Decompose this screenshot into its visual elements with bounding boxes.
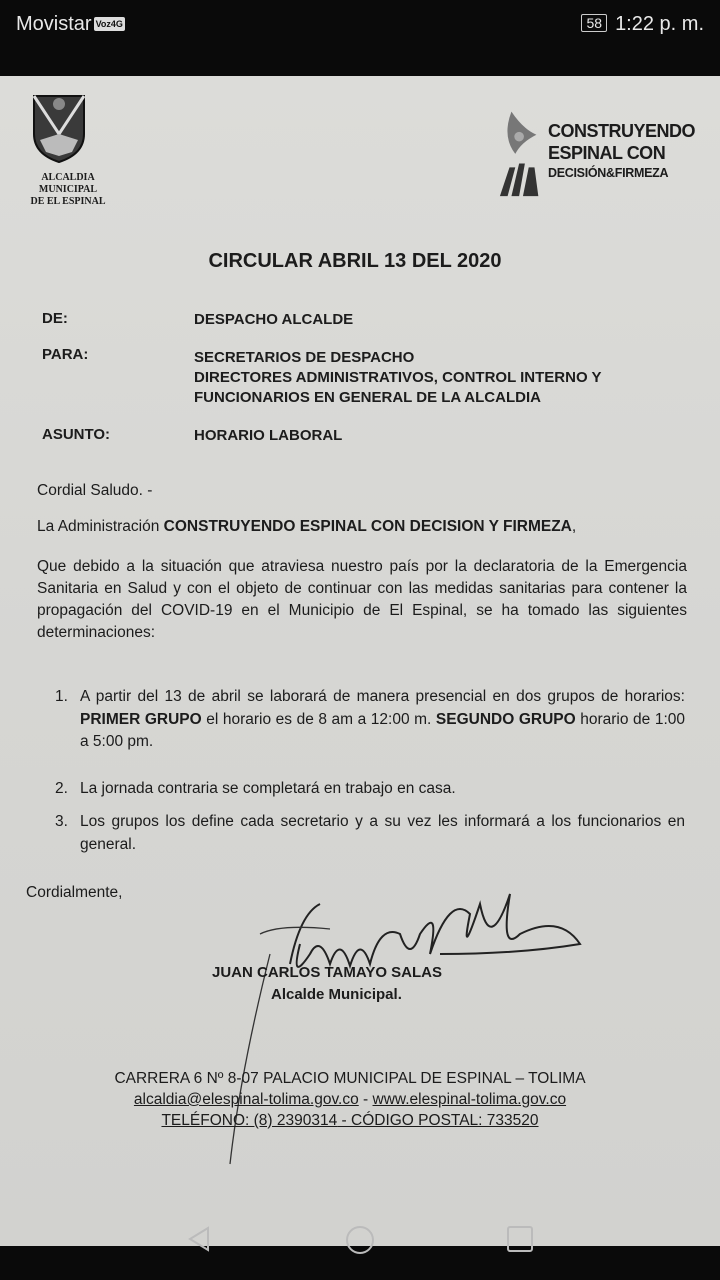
bold-text: SEGUNDO GRUPO bbox=[435, 710, 576, 728]
text: el horario es de 8 am a 12:00 m. bbox=[201, 710, 436, 728]
intro bbox=[37, 516, 687, 538]
crest-caption-line: DE EL ESPINAL bbox=[30, 196, 106, 207]
clock: 1:22 p. m. bbox=[615, 13, 704, 35]
list-number: 2. bbox=[55, 780, 68, 797]
status-bar bbox=[0, 0, 720, 52]
field-value-de bbox=[194, 310, 694, 330]
text: horario de 1:00 a 5:00 pm. bbox=[80, 710, 686, 750]
brand-figure-icon bbox=[498, 106, 546, 198]
list-text: La jornada contraria se completará en trabajo en casa. bbox=[80, 780, 456, 797]
footer-email-link[interactable]: alcaldia@elespinal-tolima.gov.co bbox=[133, 1091, 359, 1108]
intro-text: La Administración bbox=[37, 518, 164, 535]
field-label-asunto: ASUNTO: bbox=[42, 426, 111, 443]
list-item bbox=[55, 778, 689, 801]
home-icon[interactable] bbox=[344, 1224, 376, 1256]
signer-name: JUAN CARLOS TAMAYO SALAS bbox=[212, 964, 443, 981]
status-right bbox=[581, 13, 704, 36]
intro-suffix: , bbox=[571, 518, 577, 535]
footer-separator: - bbox=[358, 1091, 373, 1108]
list-text: Los grupos los define cada secretario y a su vez les informará a los funcionarios en general. bbox=[80, 813, 685, 853]
bold-text: PRIMER GRUPO bbox=[80, 710, 202, 728]
intro-bold: CONSTRUYENDO ESPINAL CON DECISION Y FIRMEZA bbox=[163, 518, 572, 535]
navigation-bar bbox=[0, 1246, 720, 1280]
brand-logo-text bbox=[548, 120, 716, 182]
body-paragraph: Que debido a la situación que atraviesa nuestro país por la declaratoria de la Emergencia Sanitaria en Salud y con el objeto de continuar con las medidas sanitarias para contener la propagación del COVID-19 en el Municipio de El Espinal, se ha tomado las siguientes determinaciones: bbox=[37, 558, 687, 641]
field-value-line: FUNCIONARIOS EN GENERAL DE LA ALCALDIA bbox=[194, 389, 541, 406]
brand-line: CONSTRUYENDO bbox=[548, 121, 696, 141]
document-page bbox=[0, 76, 720, 1246]
text: A partir del 13 de abril se laborará de manera presencial en dos grupos de horarios: bbox=[80, 688, 685, 705]
list-number: 3. bbox=[55, 813, 68, 830]
footer-postal-code: CÓDIGO POSTAL: 733520 bbox=[351, 1112, 539, 1129]
municipal-crest-icon bbox=[28, 90, 90, 164]
brand-line: ESPINAL CON bbox=[548, 143, 666, 163]
field-value-line: HORARIO LABORAL bbox=[194, 427, 343, 444]
footer-phone: TELÉFONO: (8) 2390314 bbox=[161, 1112, 338, 1129]
list-text bbox=[80, 686, 685, 754]
battery-icon: 58 bbox=[581, 14, 607, 32]
crest-caption bbox=[14, 172, 122, 208]
back-icon[interactable] bbox=[184, 1224, 214, 1254]
closing: Cordialmente, bbox=[26, 884, 123, 901]
crest-caption-line: ALCALDIA MUNICIPAL bbox=[38, 172, 98, 195]
footer-website-link[interactable]: www.elespinal-tolima.gov.co bbox=[372, 1091, 567, 1108]
field-value-line: DIRECTORES ADMINISTRATIVOS, CONTROL INTERNO Y bbox=[194, 369, 602, 386]
carrier bbox=[16, 13, 125, 36]
field-value-asunto bbox=[194, 426, 694, 446]
footer: CARRERA 6 Nº 8-07 PALACIO MUNICIPAL DE ESPINAL – TOLIMA alcaldia@elespinal-tolima.gov.co - www.elespinal-tolima.gov.co TELÉFONO: (8) 2390314 - CÓDIGO POSTAL: 733520 bbox=[0, 1068, 700, 1131]
carrier-name: Movistar bbox=[16, 13, 92, 35]
document-title: CIRCULAR ABRIL 13 DEL 2020 bbox=[208, 250, 502, 272]
list-item bbox=[55, 811, 689, 856]
field-value-line: DESPACHO ALCALDE bbox=[194, 311, 354, 328]
footer-address: CARRERA 6 Nº 8-07 PALACIO MUNICIPAL DE ESPINAL – TOLIMA bbox=[114, 1070, 586, 1087]
network-badge: Voz4G bbox=[95, 19, 123, 29]
recents-icon[interactable] bbox=[505, 1224, 535, 1254]
field-label-para: PARA: bbox=[42, 346, 89, 363]
brand-line: DECISIÓN&FIRMEZA bbox=[548, 166, 669, 180]
field-label-de: DE: bbox=[42, 310, 68, 327]
greeting: Cordial Saludo. - bbox=[37, 482, 153, 499]
signer-title: Alcalde Municipal. bbox=[271, 986, 402, 1003]
list-item bbox=[55, 686, 689, 754]
list-number: 1. bbox=[55, 688, 68, 705]
field-value-line: SECRETARIOS DE DESPACHO bbox=[194, 349, 415, 366]
field-value-para bbox=[194, 348, 694, 408]
